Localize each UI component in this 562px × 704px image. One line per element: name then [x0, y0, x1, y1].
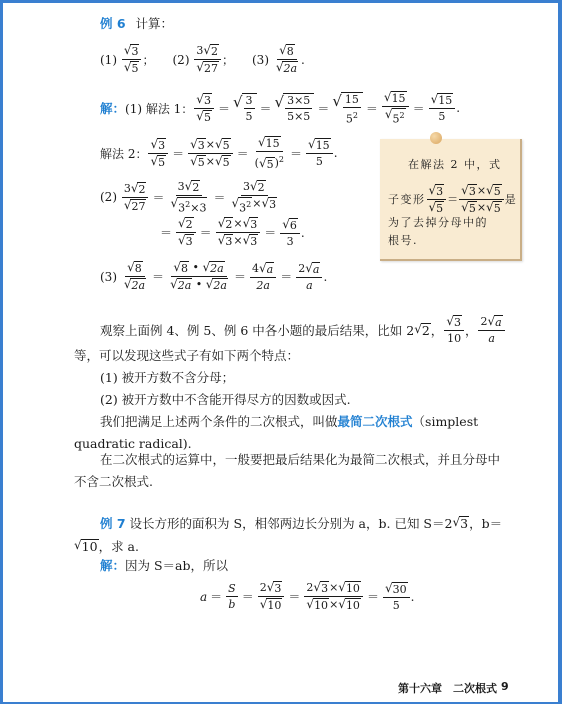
- defined-term: 最简二次根式: [337, 414, 413, 429]
- solution2-line: 解法 2： √ 3 √ 5 ＝ √ 3 × √ 5 √ 5 × √ 5 ＝ √ 15 ( √ 5 )$^2$ ＝ √ 15 5 .: [100, 135, 338, 171]
- example6-title: 计算：: [135, 16, 174, 31]
- example7-solution-line: 解：因为 S＝ab，所以: [100, 558, 229, 573]
- example7-line1: 例 7 设长方形的面积为 S，相邻两边长分别为 a，b. 已知 S＝2 √ 3 ，b＝: [100, 515, 503, 531]
- example6-heading: [100, 16, 173, 32]
- part2-line1: (2) 3 √ 2 √ 27 ＝ 3 √ 2 √ $3^2\times 3$ ＝ 3 √ 2 √ $3^2$ × √ 3: [100, 179, 277, 215]
- fraction: √ 3 √ 5: [122, 44, 142, 75]
- example6-problems: (1) √ 3 √ 5 ； (2) 3 √ 2 √ 27 ； (3) √ 8 √ 2a .: [100, 43, 305, 75]
- fraction: √ 8 √ 2a: [275, 43, 298, 75]
- part3-line: (3) √ 8 √ 2a ＝ √ 8 • √ 2a √ 2a • √ 2a ＝ 4 √ a 2a ＝ 2 √ a a .: [100, 260, 328, 292]
- operation-line1: 在二次根式的运算中，一般要把最后结果化为最简二次根式，并且分母中: [100, 452, 501, 467]
- solution1-line: 解： (1) 解法 1： √ 3 √ 5 ＝ √ $\frac{3}{5}$ ＝ √ $\frac{3\times 5}{5\times 5}$ ＝ √ $\frac{15}{5^2}$ ＝ √ 15 √ $5^2$ ＝ √ 15 5 .: [100, 90, 461, 126]
- chapter-label: 第十六章 二次根式: [398, 682, 497, 695]
- method1-label: (1) 解法 1：: [125, 101, 194, 116]
- item-label: (1): [100, 52, 117, 67]
- item-label: (2): [172, 52, 190, 67]
- observe-line2: 等，可以发现这些式子有如下两个特点：: [74, 348, 300, 363]
- observe-line: 观察上面例 4、例 5、例 6 中各小题的最后结果，比如 2 √ 2 ， √ 3 10 ， 2 √ a a: [100, 315, 506, 345]
- note-line4: 根号.: [388, 234, 418, 247]
- definition-line: 我们把满足上述两个条件的二次根式，叫做最简二次根式（simplest: [100, 414, 479, 429]
- page-number: 9: [501, 680, 509, 693]
- page-frame-left: [0, 0, 3, 704]
- pin-icon: [430, 132, 442, 144]
- point1: (1) 被开方数不含分母；: [100, 370, 235, 385]
- operation-line2: 不含二次根式.: [74, 474, 153, 489]
- solution-label: 解：: [100, 101, 126, 117]
- method2-label: 解法 2：: [100, 146, 148, 161]
- example7-line2: √ 10 ，求 a.: [74, 538, 139, 554]
- fraction: 3 √ 2 √ 27: [194, 44, 221, 75]
- item-label: (3): [252, 52, 269, 67]
- page-frame-right: [558, 0, 562, 704]
- definition-line2: quadratic radical).: [74, 436, 192, 451]
- note-line1: 在解法 2 中，式: [408, 158, 502, 171]
- note-line2: 子变形 √ 3 √ 5 ＝ √ 3 × √ 5 √ 5 × √ 5 是: [388, 183, 518, 215]
- page-frame-top: [0, 0, 562, 3]
- point2: (2) 被开方数中不含能开得尽方的因数或因式.: [100, 392, 351, 407]
- example7-label: 例 7: [100, 516, 126, 531]
- example6-label: 例 6: [100, 16, 126, 31]
- part2-line2: ＝ √ 2 √ 3 ＝ √ 2 × √ 3 √ 3 × √ 3 ＝ √ 6 3 .: [160, 216, 305, 248]
- solution-label: 解：: [100, 558, 126, 573]
- example7-equation: a ＝ $\frac{S}{b}$ ＝ 2 √ 3 √ 10 ＝ 2 √ 3 × √ 10 √ 10 × √ 10 ＝ √ 30 5 .: [200, 580, 415, 612]
- note-line3: 为了去掉分母中的: [388, 216, 488, 229]
